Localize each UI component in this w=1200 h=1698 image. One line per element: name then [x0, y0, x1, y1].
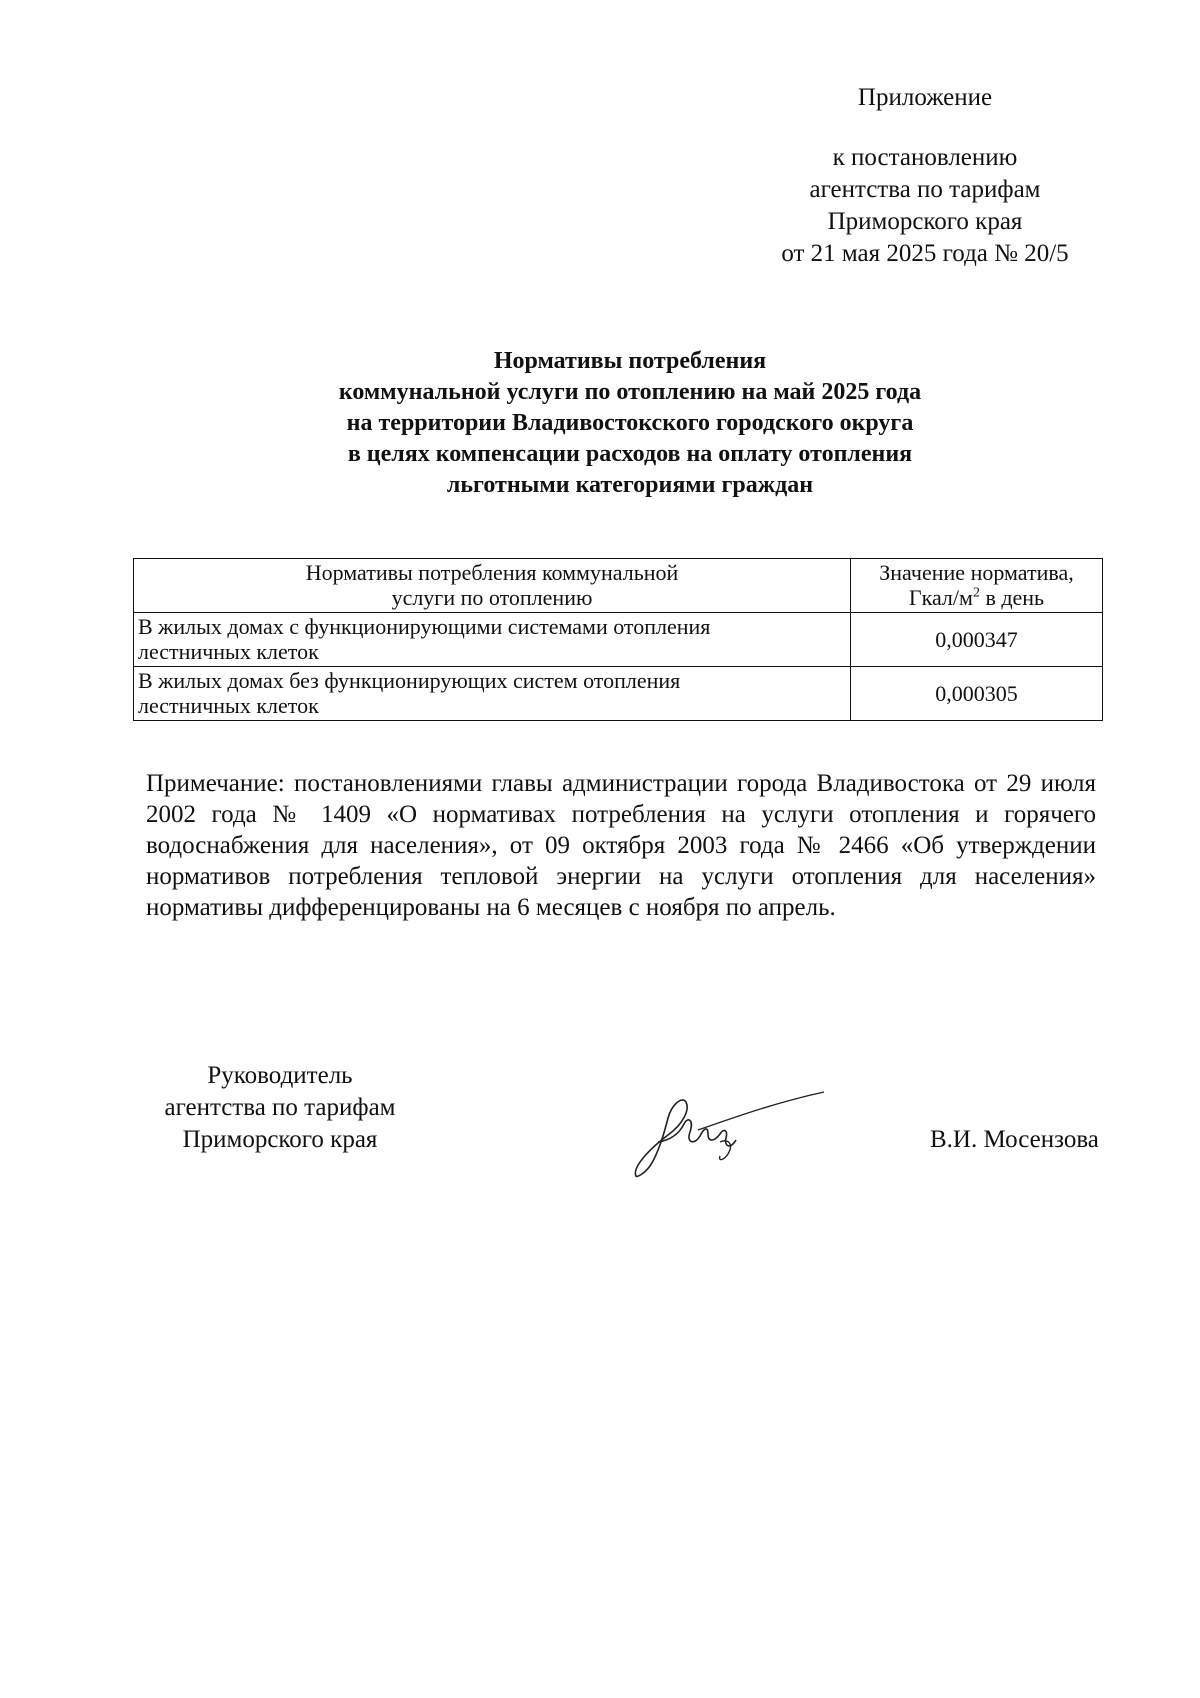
document-title-line-5: льготными категориями граждан — [446, 472, 814, 498]
table-header-norm — [134, 559, 851, 613]
signer-name: В.И. Мосензова — [930, 1126, 1099, 1153]
signer-position — [140, 1060, 420, 1156]
signer-position-line-2: агентства по тарифам — [164, 1094, 396, 1121]
document-title — [130, 346, 1130, 501]
table-header-value — [851, 559, 1103, 613]
norms-table — [133, 558, 1103, 721]
note-paragraph: Примечание: постановлениями главы администрации города Владивостока от 29 июля 2002 года № 1409 «О нормативах потребления на услуги отопления и горячего водоснабжения для населения», от 09 октября 2003 года № 2466 «Об утверждении нормативов потребления тепловой энергии на услуги отопления для населения» нормативы дифференцированы на 6 месяцев с ноября по апрель. — [146, 770, 1096, 921]
header-value-unit — [855, 585, 1098, 610]
signer-position-line-3: Приморского края — [182, 1126, 378, 1153]
row-description — [134, 667, 851, 721]
appendix-line-3: Приморского края — [827, 208, 1023, 235]
appendix-line-2: агентства по тарифам — [809, 176, 1041, 203]
document-title-line-2: коммунальной услуги по отоплению на май 2025 года — [338, 379, 922, 405]
row-value: 0,000347 — [851, 613, 1103, 667]
unit-suffix: в день — [979, 585, 1045, 610]
row-description — [134, 613, 851, 667]
header-norm-line-1: Нормативы потребления коммунальной — [305, 560, 679, 585]
table-row — [134, 613, 1103, 667]
table-header-row — [134, 559, 1103, 613]
header-norm-line-2: услуги по отоплению — [391, 585, 593, 610]
document-title-line-1: Нормативы потребления — [493, 348, 767, 374]
unit-exponent: 2 — [972, 585, 980, 601]
row-description-line-1: В жилых домах без функционирующих систем отопления — [138, 668, 681, 693]
row-description-line-2: лестничных клеток — [138, 639, 319, 664]
row-value: 0,000305 — [851, 667, 1103, 721]
row-description-line-1: В жилых домах с функционирующими системами отопления — [138, 614, 711, 639]
appendix-line-1: к постановлению — [832, 144, 1018, 171]
appendix-line-4: от 21 мая 2025 года № 20/5 — [781, 240, 1069, 267]
unit-base: Гкал/м — [908, 585, 973, 610]
appendix-header — [755, 82, 1095, 270]
row-description-line-2: лестничных клеток — [138, 693, 319, 718]
appendix-title: Приложение — [857, 84, 993, 111]
header-value-line-1: Значение норматива, — [879, 560, 1074, 585]
document-title-line-3: на территории Владивостокского городского округа — [346, 410, 914, 436]
signer-position-line-1: Руководитель — [207, 1062, 353, 1089]
table-row — [134, 667, 1103, 721]
handwritten-signature — [628, 1080, 828, 1180]
document-title-line-4: в целях компенсации расходов на оплату отопления — [347, 441, 913, 467]
